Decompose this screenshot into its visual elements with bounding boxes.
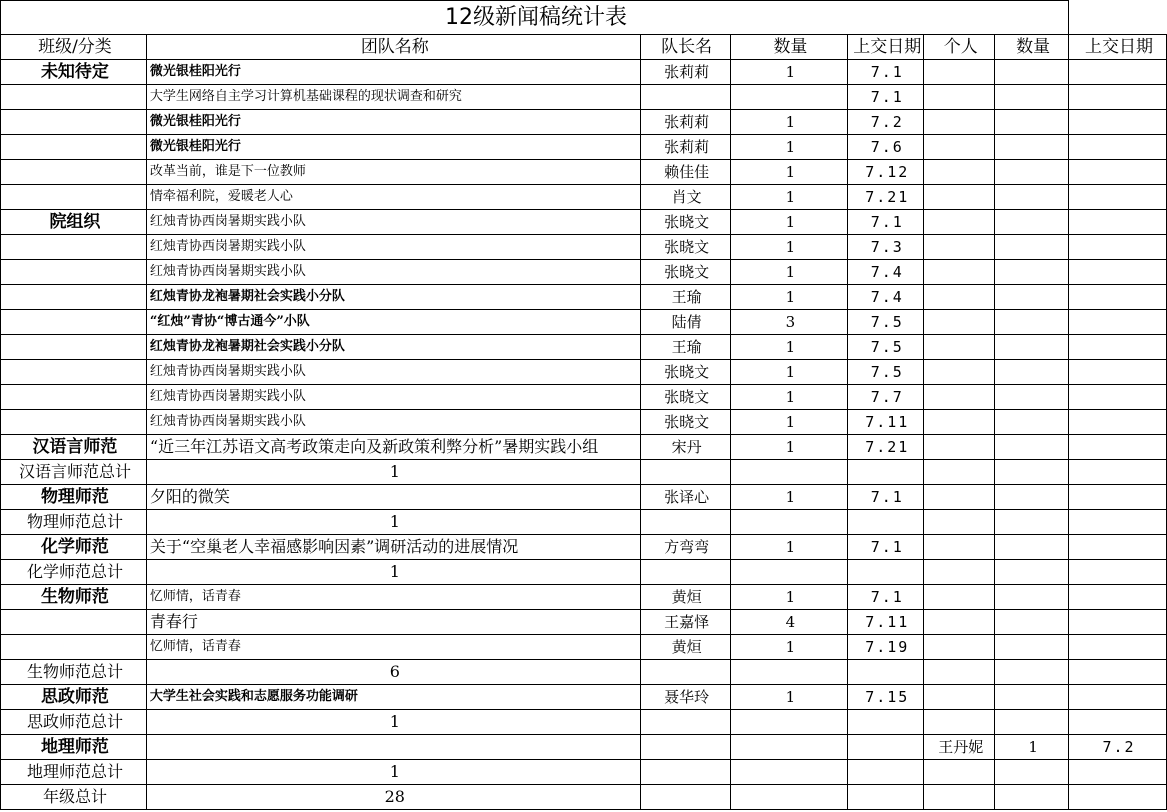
individual-cell[interactable] bbox=[924, 110, 995, 135]
table-row bbox=[1, 610, 1167, 635]
category-cell[interactable] bbox=[1, 185, 147, 210]
ind-qty-cell[interactable] bbox=[995, 260, 1069, 285]
title-row bbox=[1, 1, 1167, 35]
ind-qty-cell[interactable] bbox=[995, 635, 1069, 660]
individual-cell[interactable] bbox=[924, 260, 995, 285]
ind-date-cell[interactable] bbox=[1069, 560, 1167, 585]
ind-qty-cell[interactable] bbox=[995, 285, 1069, 310]
category-cell[interactable] bbox=[1, 110, 147, 135]
individual-cell[interactable] bbox=[924, 610, 995, 635]
leader-cell[interactable] bbox=[640, 710, 730, 735]
ind-date-cell[interactable] bbox=[1069, 510, 1167, 535]
ind-qty-cell[interactable] bbox=[995, 210, 1069, 235]
qty-cell[interactable] bbox=[730, 785, 848, 810]
qty-cell[interactable]: 1 bbox=[730, 135, 848, 160]
date-cell[interactable]: 7.1 bbox=[848, 485, 924, 510]
qty-cell[interactable] bbox=[730, 710, 848, 735]
ind-qty-cell[interactable] bbox=[995, 510, 1069, 535]
date-cell[interactable] bbox=[848, 710, 924, 735]
category-cell[interactable] bbox=[1, 135, 147, 160]
team-cell[interactable]: 红烛青协龙袍暑期社会实践小分队 bbox=[146, 285, 640, 310]
qty-cell[interactable]: 4 bbox=[730, 610, 848, 635]
leader-cell[interactable]: 张莉莉 bbox=[640, 60, 730, 85]
ind-qty-cell[interactable] bbox=[995, 610, 1069, 635]
individual-cell[interactable] bbox=[924, 385, 995, 410]
qty-cell[interactable]: 1 bbox=[730, 285, 848, 310]
category-cell[interactable] bbox=[1, 310, 147, 335]
leader-cell[interactable] bbox=[640, 735, 730, 760]
ind-date-cell[interactable] bbox=[1069, 660, 1167, 685]
date-cell[interactable] bbox=[848, 560, 924, 585]
header-team[interactable]: 团队名称 bbox=[146, 35, 640, 60]
subtotal-row bbox=[1, 460, 1167, 485]
subtotal-value[interactable]: 1 bbox=[146, 710, 640, 735]
qty-cell[interactable]: 1 bbox=[730, 535, 848, 560]
subtotal-value[interactable]: 1 bbox=[146, 510, 640, 535]
qty-cell[interactable]: 1 bbox=[730, 60, 848, 85]
qty-cell[interactable] bbox=[730, 510, 848, 535]
date-cell[interactable]: 7.21 bbox=[848, 435, 924, 460]
date-cell[interactable]: 7.11 bbox=[848, 610, 924, 635]
table-row bbox=[1, 260, 1167, 285]
table-row bbox=[1, 85, 1167, 110]
ind-qty-cell[interactable] bbox=[995, 60, 1069, 85]
team-cell[interactable]: 忆师情，话青春 bbox=[146, 585, 640, 610]
table-row bbox=[1, 735, 1167, 760]
team-cell[interactable]: 红烛青协西岗暑期实践小队 bbox=[146, 235, 640, 260]
table-row bbox=[1, 635, 1167, 660]
leader-cell[interactable]: 张晓文 bbox=[640, 260, 730, 285]
team-cell[interactable]: “红烛”青协“博古通今”小队 bbox=[146, 310, 640, 335]
ind-date-cell[interactable] bbox=[1069, 485, 1167, 510]
ind-qty-cell[interactable] bbox=[995, 485, 1069, 510]
ind-qty-cell[interactable] bbox=[995, 160, 1069, 185]
individual-cell[interactable] bbox=[924, 85, 995, 110]
header-ind-qty[interactable]: 数量 bbox=[995, 35, 1069, 60]
subtotal-row bbox=[1, 760, 1167, 785]
category-cell[interactable] bbox=[1, 260, 147, 285]
individual-cell[interactable] bbox=[924, 510, 995, 535]
individual-cell[interactable] bbox=[924, 235, 995, 260]
leader-cell[interactable]: 张晓文 bbox=[640, 210, 730, 235]
leader-cell[interactable] bbox=[640, 785, 730, 810]
ind-date-cell[interactable] bbox=[1069, 260, 1167, 285]
ind-qty-cell[interactable] bbox=[995, 760, 1069, 785]
category-cell[interactable] bbox=[1, 285, 147, 310]
leader-cell[interactable] bbox=[640, 760, 730, 785]
subtotal-label[interactable]: 地理师范总计 bbox=[1, 760, 147, 785]
individual-cell[interactable] bbox=[924, 685, 995, 710]
subtotal-value[interactable]: 1 bbox=[146, 460, 640, 485]
table-row bbox=[1, 585, 1167, 610]
header-row bbox=[1, 35, 1167, 60]
qty-cell[interactable]: 1 bbox=[730, 585, 848, 610]
table-row bbox=[1, 485, 1167, 510]
date-cell[interactable]: 7.1 bbox=[848, 535, 924, 560]
leader-cell[interactable] bbox=[640, 510, 730, 535]
subtotal-label[interactable]: 生物师范总计 bbox=[1, 660, 147, 685]
table-row bbox=[1, 385, 1167, 410]
category-cell[interactable]: 思政师范 bbox=[1, 685, 147, 710]
subtotal-row bbox=[1, 510, 1167, 535]
qty-cell[interactable]: 1 bbox=[730, 410, 848, 435]
qty-cell[interactable]: 1 bbox=[730, 385, 848, 410]
category-cell[interactable] bbox=[1, 385, 147, 410]
table-row bbox=[1, 435, 1167, 460]
ind-qty-cell[interactable] bbox=[995, 435, 1069, 460]
qty-cell[interactable]: 1 bbox=[730, 210, 848, 235]
category-cell[interactable] bbox=[1, 610, 147, 635]
leader-cell[interactable]: 王嘉怿 bbox=[640, 610, 730, 635]
team-cell[interactable]: 大学生网络自主学习计算机基础课程的现状调查和研究 bbox=[146, 85, 640, 110]
empty-cell[interactable] bbox=[1069, 1, 1167, 35]
subtotal-label[interactable]: 思政师范总计 bbox=[1, 710, 147, 735]
team-cell[interactable]: 夕阳的微笑 bbox=[146, 485, 640, 510]
individual-cell[interactable] bbox=[924, 360, 995, 385]
individual-cell[interactable] bbox=[924, 460, 995, 485]
leader-cell[interactable] bbox=[640, 460, 730, 485]
leader-cell[interactable]: 张译心 bbox=[640, 485, 730, 510]
category-cell[interactable] bbox=[1, 360, 147, 385]
individual-cell[interactable] bbox=[924, 660, 995, 685]
date-cell[interactable]: 7.11 bbox=[848, 410, 924, 435]
ind-date-cell[interactable]: 7.2 bbox=[1069, 735, 1167, 760]
ind-date-cell[interactable] bbox=[1069, 535, 1167, 560]
date-cell[interactable] bbox=[848, 660, 924, 685]
qty-cell[interactable] bbox=[730, 760, 848, 785]
leader-cell[interactable] bbox=[640, 85, 730, 110]
date-cell[interactable]: 7.19 bbox=[848, 635, 924, 660]
ind-date-cell[interactable] bbox=[1069, 160, 1167, 185]
ind-qty-cell[interactable] bbox=[995, 385, 1069, 410]
ind-date-cell[interactable] bbox=[1069, 785, 1167, 810]
qty-cell[interactable]: 1 bbox=[730, 360, 848, 385]
category-cell[interactable]: 化学师范 bbox=[1, 535, 147, 560]
subtotal-label[interactable]: 物理师范总计 bbox=[1, 510, 147, 535]
date-cell[interactable] bbox=[848, 460, 924, 485]
individual-cell[interactable] bbox=[924, 485, 995, 510]
team-cell[interactable]: 情牵福利院，爱暖老人心 bbox=[146, 185, 640, 210]
date-cell[interactable]: 7.1 bbox=[848, 60, 924, 85]
individual-cell[interactable] bbox=[924, 160, 995, 185]
qty-cell[interactable]: 1 bbox=[730, 235, 848, 260]
header-class[interactable]: 班级/分类 bbox=[1, 35, 147, 60]
team-cell[interactable]: 大学生社会实践和志愿服务功能调研 bbox=[146, 685, 640, 710]
ind-date-cell[interactable] bbox=[1069, 210, 1167, 235]
individual-cell[interactable] bbox=[924, 410, 995, 435]
ind-date-cell[interactable] bbox=[1069, 110, 1167, 135]
leader-cell[interactable]: 张晓文 bbox=[640, 410, 730, 435]
ind-qty-cell[interactable] bbox=[995, 310, 1069, 335]
ind-qty-cell[interactable] bbox=[995, 585, 1069, 610]
subtotal-value[interactable]: 1 bbox=[146, 760, 640, 785]
sheet-title[interactable]: 12级新闻稿统计表 bbox=[1, 1, 1069, 35]
team-cell[interactable]: 红烛青协西岗暑期实践小队 bbox=[146, 210, 640, 235]
qty-cell[interactable] bbox=[730, 660, 848, 685]
subtotal-value[interactable]: 6 bbox=[146, 660, 640, 685]
individual-cell[interactable] bbox=[924, 285, 995, 310]
qty-cell[interactable]: 3 bbox=[730, 310, 848, 335]
ind-date-cell[interactable] bbox=[1069, 285, 1167, 310]
leader-cell[interactable]: 赖佳佳 bbox=[640, 160, 730, 185]
header-date[interactable]: 上交日期 bbox=[848, 35, 924, 60]
category-cell[interactable]: 物理师范 bbox=[1, 485, 147, 510]
qty-cell[interactable] bbox=[730, 735, 848, 760]
ind-qty-cell[interactable] bbox=[995, 460, 1069, 485]
subtotal-value[interactable]: 28 bbox=[146, 785, 640, 810]
qty-cell[interactable]: 1 bbox=[730, 335, 848, 360]
individual-cell[interactable]: 王丹妮 bbox=[924, 735, 995, 760]
table-row bbox=[1, 185, 1167, 210]
leader-cell[interactable]: 张晓文 bbox=[640, 385, 730, 410]
qty-cell[interactable]: 1 bbox=[730, 685, 848, 710]
leader-cell[interactable]: 王瑜 bbox=[640, 335, 730, 360]
qty-cell[interactable]: 1 bbox=[730, 435, 848, 460]
team-cell[interactable]: 改革当前，谁是下一位教师 bbox=[146, 160, 640, 185]
ind-qty-cell[interactable] bbox=[995, 535, 1069, 560]
leader-cell[interactable]: 聂华玲 bbox=[640, 685, 730, 710]
subtotal-row bbox=[1, 560, 1167, 585]
individual-cell[interactable] bbox=[924, 710, 995, 735]
ind-date-cell[interactable] bbox=[1069, 335, 1167, 360]
ind-date-cell[interactable] bbox=[1069, 135, 1167, 160]
table-row bbox=[1, 60, 1167, 85]
ind-qty-cell[interactable] bbox=[995, 335, 1069, 360]
team-cell[interactable] bbox=[146, 735, 640, 760]
table-row bbox=[1, 285, 1167, 310]
leader-cell[interactable]: 张晓文 bbox=[640, 235, 730, 260]
category-cell[interactable] bbox=[1, 85, 147, 110]
individual-cell[interactable] bbox=[924, 435, 995, 460]
table-row bbox=[1, 160, 1167, 185]
subtotal-row bbox=[1, 660, 1167, 685]
leader-cell[interactable] bbox=[640, 660, 730, 685]
individual-cell[interactable] bbox=[924, 535, 995, 560]
header-qty[interactable]: 数量 bbox=[730, 35, 848, 60]
date-cell[interactable]: 7.1 bbox=[848, 585, 924, 610]
table-row bbox=[1, 410, 1167, 435]
subtotal-label[interactable]: 年级总计 bbox=[1, 785, 147, 810]
table-row bbox=[1, 535, 1167, 560]
category-cell[interactable] bbox=[1, 410, 147, 435]
leader-cell[interactable]: 张莉莉 bbox=[640, 110, 730, 135]
header-individual[interactable]: 个人 bbox=[924, 35, 995, 60]
individual-cell[interactable] bbox=[924, 785, 995, 810]
leader-cell[interactable]: 张晓文 bbox=[640, 360, 730, 385]
individual-cell[interactable] bbox=[924, 210, 995, 235]
team-cell[interactable]: 微光银桂阳光行 bbox=[146, 60, 640, 85]
category-cell[interactable]: 院组织 bbox=[1, 210, 147, 235]
date-cell[interactable] bbox=[848, 785, 924, 810]
individual-cell[interactable] bbox=[924, 185, 995, 210]
table-row bbox=[1, 685, 1167, 710]
leader-cell[interactable] bbox=[640, 560, 730, 585]
ind-date-cell[interactable] bbox=[1069, 685, 1167, 710]
ind-qty-cell[interactable] bbox=[995, 110, 1069, 135]
ind-qty-cell[interactable] bbox=[995, 185, 1069, 210]
ind-qty-cell[interactable] bbox=[995, 560, 1069, 585]
individual-cell[interactable] bbox=[924, 335, 995, 360]
ind-qty-cell[interactable] bbox=[995, 360, 1069, 385]
leader-cell[interactable]: 张莉莉 bbox=[640, 135, 730, 160]
date-cell[interactable]: 7.21 bbox=[848, 185, 924, 210]
date-cell[interactable]: 7.1 bbox=[848, 210, 924, 235]
ind-date-cell[interactable] bbox=[1069, 585, 1167, 610]
table-row bbox=[1, 110, 1167, 135]
table-row bbox=[1, 135, 1167, 160]
table-row bbox=[1, 310, 1167, 335]
ind-qty-cell[interactable] bbox=[995, 410, 1069, 435]
team-cell[interactable]: 红烛青协西岗暑期实践小队 bbox=[146, 360, 640, 385]
leader-cell[interactable]: 肖文 bbox=[640, 185, 730, 210]
category-cell[interactable]: 地理师范 bbox=[1, 735, 147, 760]
ind-date-cell[interactable] bbox=[1069, 60, 1167, 85]
ind-qty-cell[interactable] bbox=[995, 660, 1069, 685]
ind-date-cell[interactable] bbox=[1069, 460, 1167, 485]
individual-cell[interactable] bbox=[924, 635, 995, 660]
team-cell[interactable]: 红烛青协西岗暑期实践小队 bbox=[146, 260, 640, 285]
date-cell[interactable]: 7.6 bbox=[848, 135, 924, 160]
ind-date-cell[interactable] bbox=[1069, 760, 1167, 785]
leader-cell[interactable]: 黄烜 bbox=[640, 635, 730, 660]
ind-qty-cell[interactable] bbox=[995, 710, 1069, 735]
date-cell[interactable]: 7.5 bbox=[848, 360, 924, 385]
date-cell[interactable]: 7.12 bbox=[848, 160, 924, 185]
qty-cell[interactable]: 1 bbox=[730, 185, 848, 210]
qty-cell[interactable] bbox=[730, 560, 848, 585]
date-cell[interactable]: 7.7 bbox=[848, 385, 924, 410]
subtotal-label[interactable]: 汉语言师范总计 bbox=[1, 460, 147, 485]
category-cell[interactable]: 汉语言师范 bbox=[1, 435, 147, 460]
team-cell[interactable]: 青春行 bbox=[146, 610, 640, 635]
subtotal-row bbox=[1, 710, 1167, 735]
individual-cell[interactable] bbox=[924, 560, 995, 585]
table-row bbox=[1, 235, 1167, 260]
ind-date-cell[interactable] bbox=[1069, 360, 1167, 385]
team-cell[interactable]: 红烛青协龙袍暑期社会实践小分队 bbox=[146, 335, 640, 360]
date-cell[interactable]: 7.3 bbox=[848, 235, 924, 260]
qty-cell[interactable]: 1 bbox=[730, 110, 848, 135]
ind-date-cell[interactable] bbox=[1069, 85, 1167, 110]
date-cell[interactable]: 7.4 bbox=[848, 285, 924, 310]
date-cell[interactable]: 7.2 bbox=[848, 110, 924, 135]
ind-date-cell[interactable] bbox=[1069, 410, 1167, 435]
date-cell[interactable]: 7.4 bbox=[848, 260, 924, 285]
team-cell[interactable]: 微光银桂阳光行 bbox=[146, 110, 640, 135]
table-row bbox=[1, 360, 1167, 385]
team-cell[interactable]: “近三年江苏语文高考政策走向及新政策利弊分析”暑期实践小组 bbox=[146, 435, 640, 460]
qty-cell[interactable] bbox=[730, 85, 848, 110]
category-cell[interactable]: 未知待定 bbox=[1, 60, 147, 85]
individual-cell[interactable] bbox=[924, 310, 995, 335]
qty-cell[interactable]: 1 bbox=[730, 635, 848, 660]
ind-date-cell[interactable] bbox=[1069, 235, 1167, 260]
leader-cell[interactable]: 宋丹 bbox=[640, 435, 730, 460]
date-cell[interactable]: 7.5 bbox=[848, 335, 924, 360]
individual-cell[interactable] bbox=[924, 760, 995, 785]
leader-cell[interactable]: 王瑜 bbox=[640, 285, 730, 310]
header-ind-date[interactable]: 上交日期 bbox=[1069, 35, 1167, 60]
team-cell[interactable]: 红烛青协西岗暑期实践小队 bbox=[146, 385, 640, 410]
ind-qty-cell[interactable]: 1 bbox=[995, 735, 1069, 760]
category-cell[interactable] bbox=[1, 160, 147, 185]
ind-qty-cell[interactable] bbox=[995, 235, 1069, 260]
ind-qty-cell[interactable] bbox=[995, 785, 1069, 810]
leader-cell[interactable]: 陆倩 bbox=[640, 310, 730, 335]
subtotal-label[interactable]: 化学师范总计 bbox=[1, 560, 147, 585]
category-cell[interactable]: 生物师范 bbox=[1, 585, 147, 610]
qty-cell[interactable]: 1 bbox=[730, 160, 848, 185]
ind-date-cell[interactable] bbox=[1069, 710, 1167, 735]
date-cell[interactable] bbox=[848, 760, 924, 785]
date-cell[interactable]: 7.5 bbox=[848, 310, 924, 335]
individual-cell[interactable] bbox=[924, 135, 995, 160]
date-cell[interactable] bbox=[848, 735, 924, 760]
date-cell[interactable]: 7.15 bbox=[848, 685, 924, 710]
team-cell[interactable]: 微光银桂阳光行 bbox=[146, 135, 640, 160]
subtotal-row bbox=[1, 785, 1167, 810]
individual-cell[interactable] bbox=[924, 60, 995, 85]
ind-date-cell[interactable] bbox=[1069, 385, 1167, 410]
ind-date-cell[interactable] bbox=[1069, 185, 1167, 210]
leader-cell[interactable]: 方弯弯 bbox=[640, 535, 730, 560]
ind-date-cell[interactable] bbox=[1069, 610, 1167, 635]
date-cell[interactable] bbox=[848, 510, 924, 535]
qty-cell[interactable] bbox=[730, 460, 848, 485]
table-row bbox=[1, 335, 1167, 360]
category-cell[interactable] bbox=[1, 335, 147, 360]
team-cell[interactable]: 红烛青协西岗暑期实践小队 bbox=[146, 410, 640, 435]
ind-date-cell[interactable] bbox=[1069, 435, 1167, 460]
ind-qty-cell[interactable] bbox=[995, 685, 1069, 710]
leader-cell[interactable]: 黄烜 bbox=[640, 585, 730, 610]
ind-date-cell[interactable] bbox=[1069, 635, 1167, 660]
category-cell[interactable] bbox=[1, 635, 147, 660]
qty-cell[interactable]: 1 bbox=[730, 485, 848, 510]
team-cell[interactable]: 关于“空巢老人幸福感影响因素”调研活动的进展情况 bbox=[146, 535, 640, 560]
team-cell[interactable]: 忆师情，话青春 bbox=[146, 635, 640, 660]
ind-qty-cell[interactable] bbox=[995, 85, 1069, 110]
ind-date-cell[interactable] bbox=[1069, 310, 1167, 335]
table-row bbox=[1, 210, 1167, 235]
individual-cell[interactable] bbox=[924, 585, 995, 610]
ind-qty-cell[interactable] bbox=[995, 135, 1069, 160]
category-cell[interactable] bbox=[1, 235, 147, 260]
date-cell[interactable]: 7.1 bbox=[848, 85, 924, 110]
qty-cell[interactable]: 1 bbox=[730, 260, 848, 285]
subtotal-value[interactable]: 1 bbox=[146, 560, 640, 585]
header-leader[interactable]: 队长名 bbox=[640, 35, 730, 60]
